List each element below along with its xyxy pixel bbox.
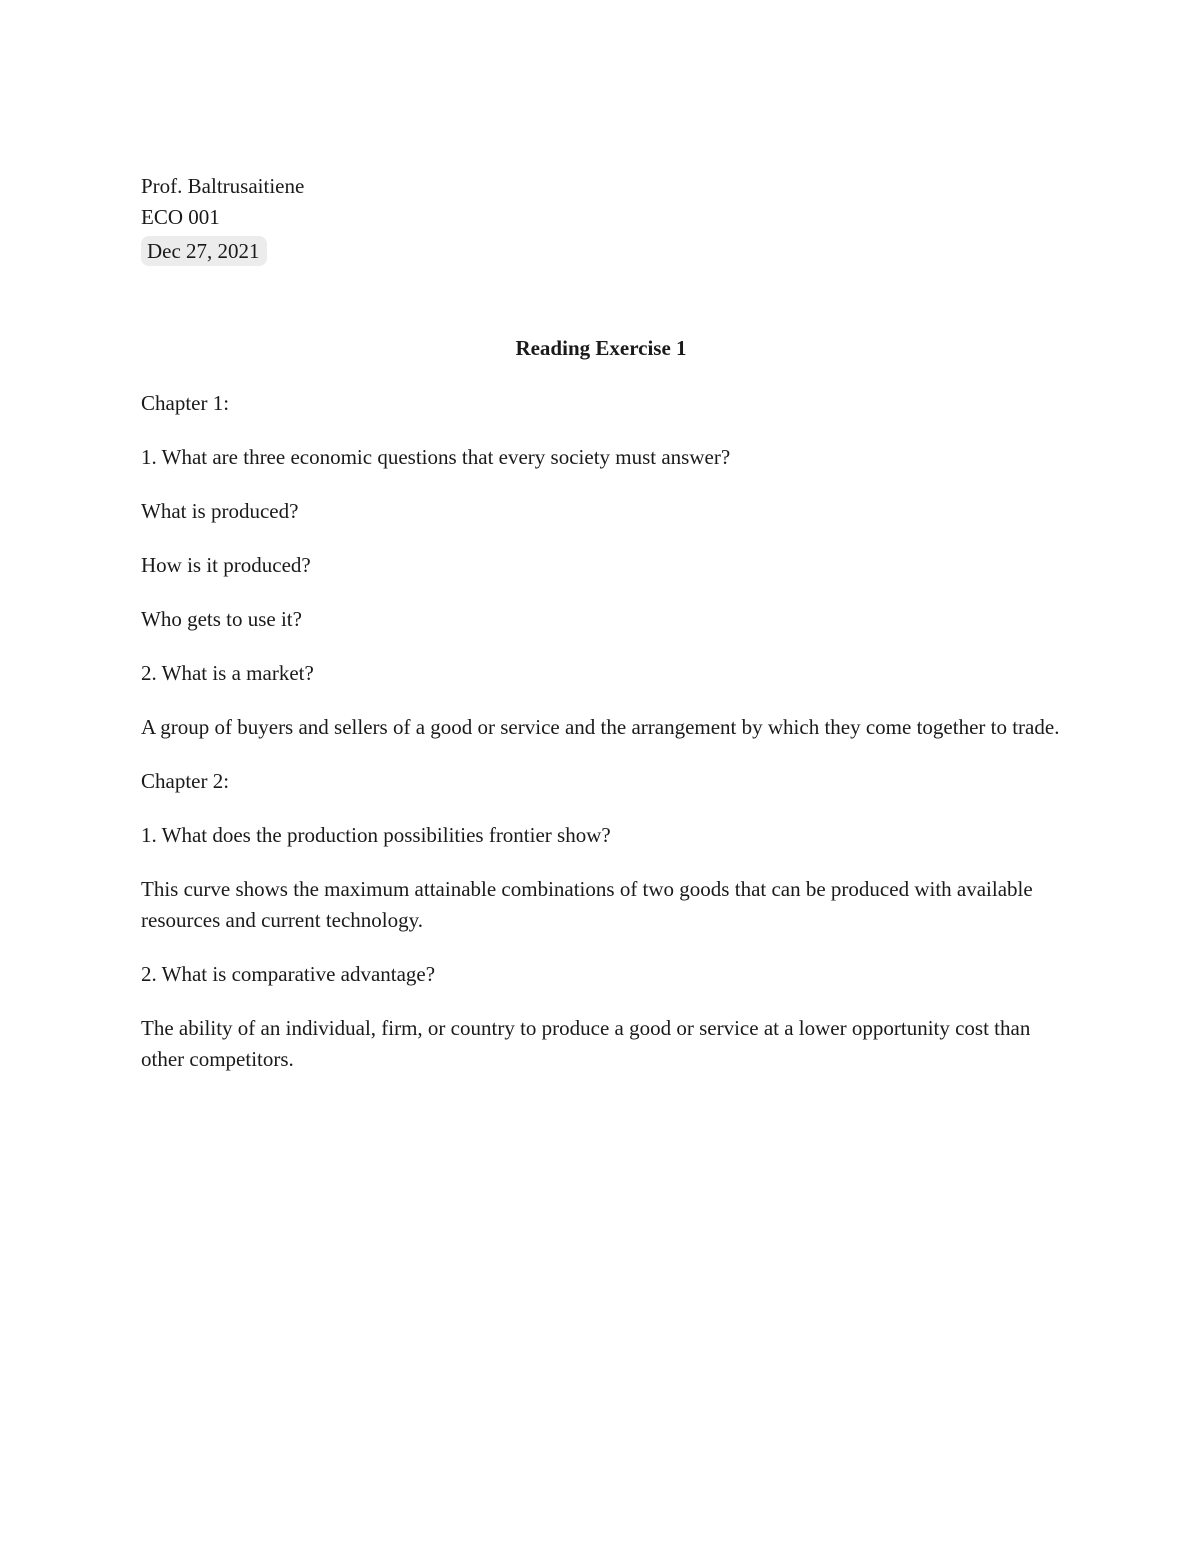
chapter-1-answer-2: A group of buyers and sellers of a good or service and the arrangement by which they come together to trade.	[141, 715, 1060, 739]
header-block	[141, 171, 1061, 267]
chapter-2-heading: Chapter 2:	[141, 769, 230, 793]
chapter-2-question-2: 2. What is comparative advantage?	[141, 962, 436, 986]
chapter-1-question-1: 1. What are three economic questions that every society must answer?	[141, 445, 731, 469]
document-content	[141, 171, 1061, 1075]
date-chip[interactable]: Dec 27, 2021	[141, 236, 267, 266]
chapter-1-question-2: 2. What is a market?	[141, 661, 314, 685]
chapter-2-answer-2: The ability of an individual, firm, or country to produce a good or service at a lower opportunity cost than other competitors.	[141, 1016, 1031, 1071]
course-code: ECO 001	[141, 205, 220, 229]
document-title: Reading Exercise 1	[515, 336, 687, 360]
professor-name: Prof. Baltrusaitiene	[141, 174, 305, 198]
chapter-2-question-1: 1. What does the production possibilities frontier show?	[141, 823, 611, 847]
chapter-2-answer-1: This curve shows the maximum attainable combinations of two goods that can be produced with available resources and current technology.	[141, 877, 1033, 932]
chapter-1-heading: Chapter 1:	[141, 391, 230, 415]
chapter-1-answer-1-line-1: What is produced?	[141, 499, 299, 523]
date-line	[141, 233, 1061, 267]
chapter-1-answer-1-line-2: How is it produced?	[141, 553, 311, 577]
chapter-1-answer-1-line-3: Who gets to use it?	[141, 607, 302, 631]
